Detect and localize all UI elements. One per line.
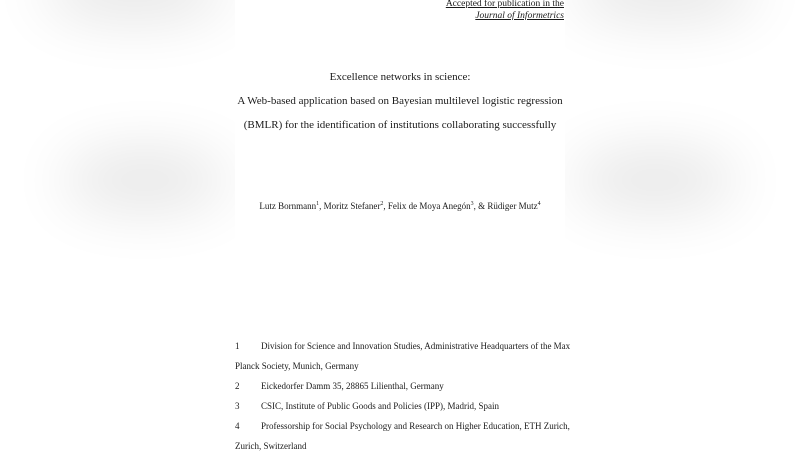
journal-name: Journal of Informetrics — [475, 11, 564, 21]
affiliation-number: 3 — [235, 401, 240, 411]
author-list — [235, 200, 565, 212]
author-affiliation-mark: 4 — [537, 201, 541, 207]
author-separator: , & — [473, 201, 488, 211]
author-name: Lutz Bornmann — [259, 201, 317, 211]
publication-note — [446, 0, 564, 22]
author-affiliation-mark: 1 — [316, 201, 320, 207]
author-affiliation-mark: 3 — [470, 201, 474, 207]
title-line-1: Excellence networks in science: — [329, 71, 471, 83]
affiliation-text: Eickedorfer Damm 35, 28865 Lilienthal, Germany — [261, 381, 444, 391]
title-line-3: (BMLR) for the identification of institutions collaborating successfully — [243, 119, 557, 131]
author-name: Moritz Stefaner — [323, 201, 381, 211]
affiliation-number: 4 — [235, 421, 240, 431]
page-shadow — [570, 0, 760, 20]
page-shadow — [60, 150, 230, 210]
page-shadow — [570, 150, 740, 210]
affiliation-4-continuation: Zurich, Switzerland — [235, 441, 307, 451]
author-name: Rüdiger Mutz — [487, 201, 538, 211]
affiliation-text: Professorship for Social Psychology and Research on Higher Education, ETH Zurich, — [261, 421, 570, 431]
author-separator: , — [319, 201, 324, 211]
author-separator: , — [383, 201, 388, 211]
affiliation-number: 2 — [235, 381, 240, 391]
affiliation-text: CSIC, Institute of Public Goods and Policies (IPP), Madrid, Spain — [261, 401, 499, 411]
title-line-2: A Web-based application based on Bayesian multilevel logistic regression — [237, 95, 563, 107]
author-name: Felix de Moya Anegón — [387, 201, 471, 211]
document-page — [235, 0, 571, 451]
publication-note-line1: Accepted for publication in the — [445, 0, 564, 9]
affiliation-text: Division for Science and Innovation Studies, Administrative Headquarters of the Max — [261, 341, 571, 351]
affiliation-1-continuation: Planck Society, Munich, Germany — [235, 361, 359, 371]
affiliation-number: 1 — [235, 341, 240, 351]
author-affiliation-mark: 2 — [380, 201, 384, 207]
page-shadow — [40, 0, 230, 20]
